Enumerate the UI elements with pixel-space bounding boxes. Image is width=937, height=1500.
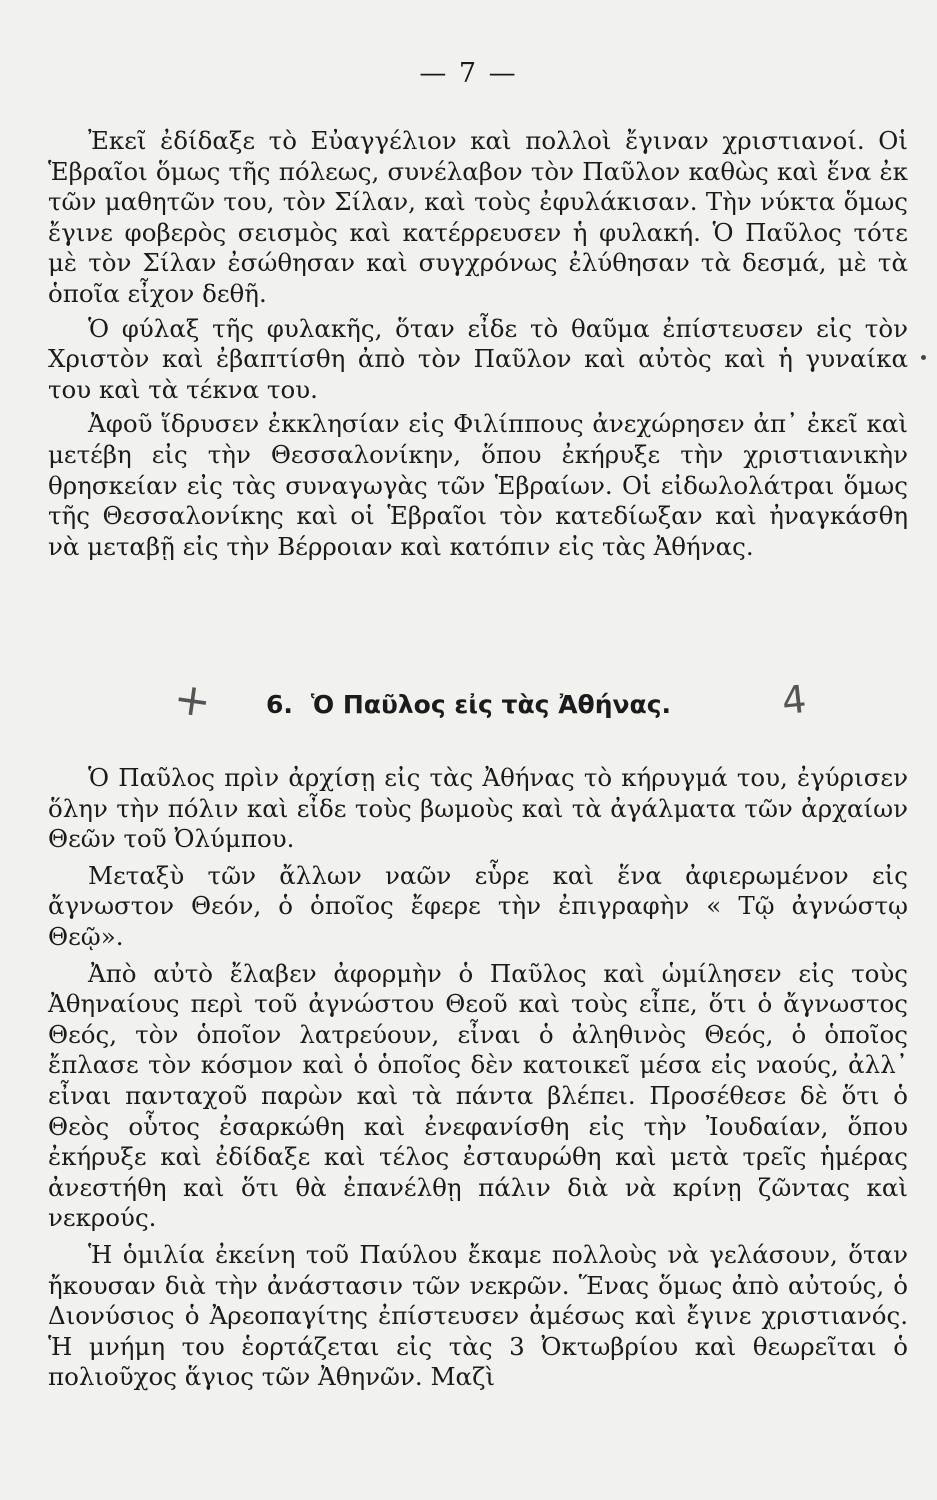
paragraph: Ὁ φύλαξ τῆς φυλακῆς, ὅταν εἶδε τὸ θαῦμα ἐπίστευσεν εἰς τὸν Χριστὸν καὶ ἐβαπτίσθη ἀπὸ τὸν Παῦλον καὶ αὐτὸς καὶ ἡ γυναίκα του καὶ τὰ τέκνα του. [48, 313, 908, 404]
paragraph: Ὁ Παῦλος πρὶν ἀρχίσῃ εἰς τὰς Ἀθήνας τὸ κήρυγμά του, ἐγύρισεν ὅλην τὴν πόλιν καὶ εἶδε τοὺς βωμοὺς καὶ τὰ ἀγάλματα τῶν ἀρχαίων Θεῶν τοῦ Ὀλύμπου. [48, 763, 908, 854]
text-block-chapter [48, 763, 908, 1393]
paragraph: Ἀφοῦ ἵδρυσεν ἐκκλησίαν εἰς Φιλίππους ἀνεχώρησεν ἀπ᾽ ἐκεῖ καὶ μετέβη εἰς τὴν Θεσσαλονίκην, ὅπου ἐκήρυξε τὴν χριστιανικὴν θρησκείαν εἰς τὰς συναγωγὰς τῶν Ἑβραίων. Οἱ εἰδωλολάτραι ὅμως τῆς Θεσσαλονίκης καὶ οἱ Ἑβραῖοι τὸν κατεδίωξαν καὶ ἠναγκάσθη νὰ μεταβῇ εἰς τὴν Βέρροιαν καὶ κατόπιν εἰς τὰς Ἀθήνας. [48, 409, 908, 561]
paragraph: Ἡ ὁμιλία ἐκείνη τοῦ Παύλου ἔκαμε πολλοὺς νὰ γελάσουν, ὅταν ἤκουσαν διὰ τὴν ἀνάστασιν τῶν νεκρῶν. Ἕνας ὅμως ἀπὸ αὐτούς, ὁ Διονύσιος ὁ Ἀρεοπαγίτης ἐπίστευσεν ἀμέσως καὶ ἔγινε χριστιανός. Ἡ μνήμη του ἑορτάζεται εἰς τὰς 3 Ὀκτωβρίου καὶ θεωρεῖται ὁ πολιοῦχος ἅγιος τῶν Ἀθηνῶν. Μαζὶ [48, 1239, 908, 1392]
paragraph: Ἐκεῖ ἐδίδαξε τὸ Εὐαγγέλιον καὶ πολλοὶ ἔγιναν χριστιανοί. Οἱ Ἑβραῖοι ὅμως τῆς πόλεως, συνέλαβον τὸν Παῦλον καθὼς καὶ ἕνα ἐκ τῶν μαθητῶν του, τὸν Σίλαν, καὶ τοὺς ἐφυλάκισαν. Τὴν νύκτα ὅμως ἔγινε φοβερὸς σεισμὸς καὶ κατέρρευσεν ἡ φυλακή. Ὁ Παῦλος τότε μὲ τὸν Σίλαν ἐσώθησαν καὶ συγχρόνως ἐλύθησαν τὰ δεσμά, μὲ τὰ ὁποῖα εἶχον δεθῆ. [48, 126, 908, 308]
chapter-number: 6. [265, 690, 293, 719]
text-block-top [48, 126, 908, 562]
paragraph: Μεταξὺ τῶν ἄλλων ναῶν εὗρε καὶ ἕνα ἀφιερωμένον εἰς ἄγνωστον Θεόν, ὁ ὁποῖος ἔφερε τὴν ἐπιγραφὴν « Τῷ ἀγνώστῳ Θεῷ». [48, 860, 908, 951]
ink-dot [921, 355, 926, 360]
page-number: — 7 — [419, 58, 518, 89]
chapter-title: Ὁ Παῦλος εἰς τὰς Ἀθήνας. [310, 690, 672, 719]
handwritten-mark-left: + [170, 672, 215, 729]
paragraph: Ἀπὸ αὐτὸ ἔλαβεν ἀφορμὴν ὁ Παῦλος καὶ ὡμίλησεν εἰς τοὺς Ἀθηναίους περὶ τοῦ ἀγνώστου Θεοῦ καὶ τοὺς εἶπε, ὅτι ὁ ἄγνωστος Θεός, τὸν ὁποῖον λατρεύουν, εἶναι ὁ ἀληθινὸς Θεός, ὁ ὁποῖος ἔπλασε τὸν κόσμον καὶ ὁ ὁποῖος δὲν κατοικεῖ μέσα εἰς ναούς, ἀλλ᾽ εἶναι πανταχοῦ παρὼν καὶ τὰ πάντα βλέπει. Προσέθεσε δὲ ὅτι ὁ Θεὸς οὗτος ἐσαρκώθη καὶ ἐνεφανίσθη εἰς τὴν Ἰουδαίαν, ὅπου ἐκήρυξε καὶ ἐδίδαξε καὶ τέλος ἐσταυρώθη καὶ μετὰ τρεῖς ἡμέρας ἀνεστήθη καὶ ὅτι θὰ ἐπανέλθῃ πάλιν διὰ νὰ κρίνῃ ζῶντας καὶ νεκρούς. [48, 958, 908, 1233]
handwritten-mark-right: 4 [779, 676, 809, 724]
